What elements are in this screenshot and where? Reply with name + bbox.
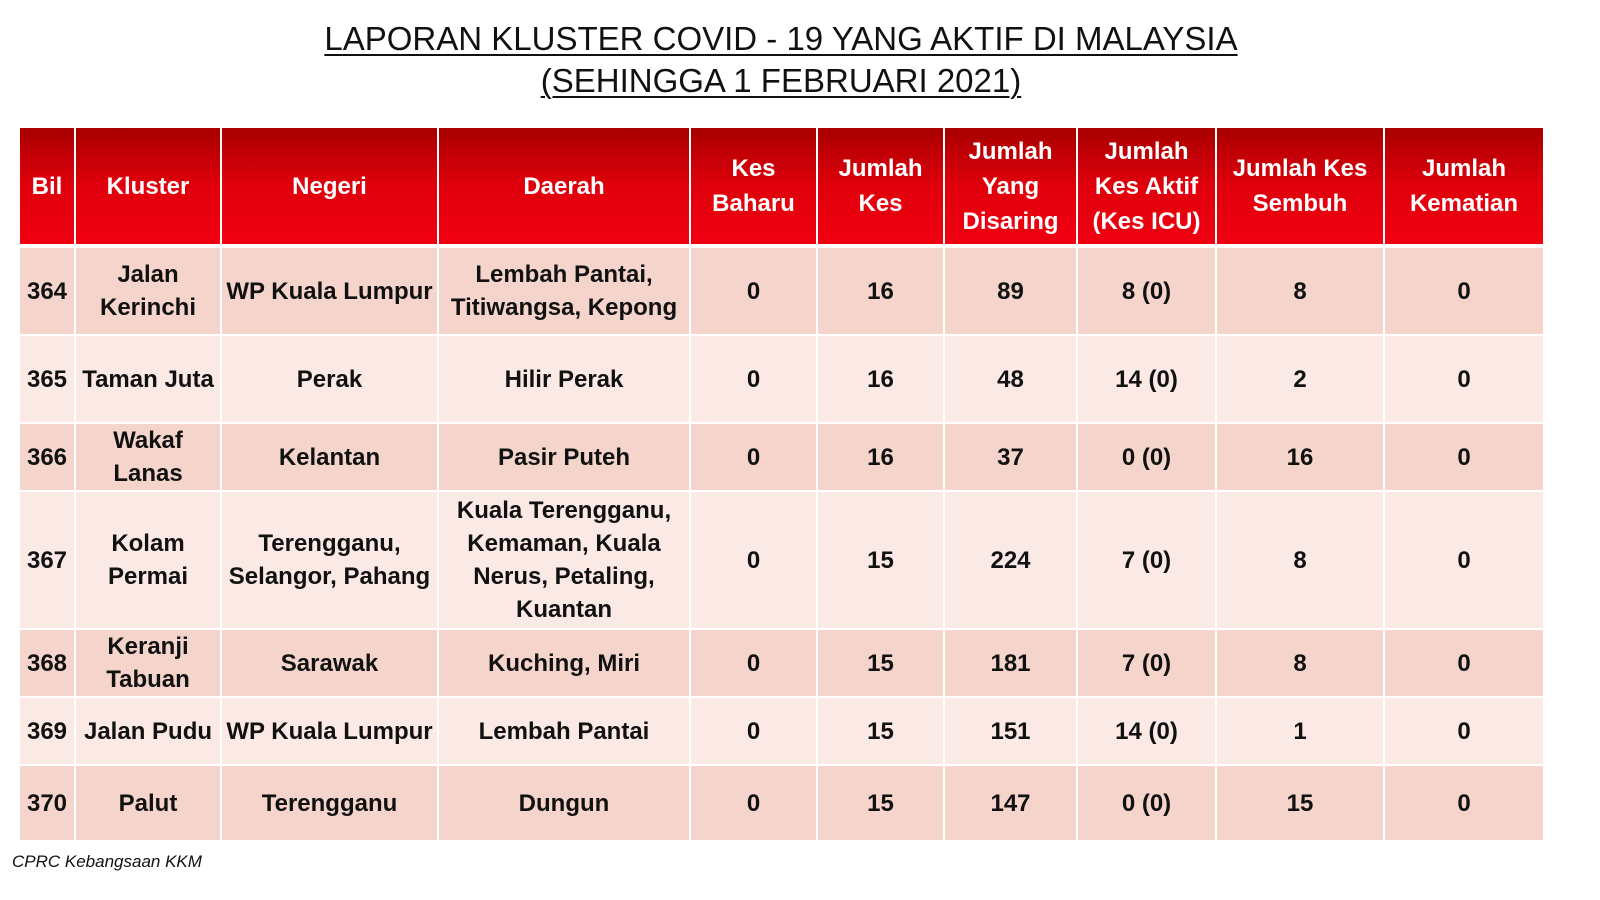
- cell-kematian: 0: [1385, 492, 1543, 630]
- cell-kes-baharu: 0: [691, 766, 816, 842]
- cell-kes-aktif: 0 (0): [1078, 424, 1215, 492]
- cell-kes-aktif: 14 (0): [1078, 336, 1215, 424]
- cell-bil: 365: [20, 336, 74, 424]
- cell-kes-sembuh: 8: [1217, 630, 1383, 698]
- header-jumlah-kes-aktif: Jumlah Kes Aktif (Kes ICU): [1078, 128, 1215, 248]
- cell-kematian: 0: [1385, 630, 1543, 698]
- cell-negeri: Terengganu, Selangor, Pahang: [222, 492, 437, 630]
- cell-bil: 364: [20, 248, 74, 336]
- cell-kes-aktif: 7 (0): [1078, 492, 1215, 630]
- header-jumlah-kes: Jumlah Kes: [818, 128, 943, 248]
- title-line-2: [0, 60, 1562, 102]
- cell-kematian: 0: [1385, 766, 1543, 842]
- cell-kes-aktif: 7 (0): [1078, 630, 1215, 698]
- cell-kes-baharu: 0: [691, 492, 816, 630]
- cell-kematian: 0: [1385, 248, 1543, 336]
- cell-kes-baharu: 0: [691, 630, 816, 698]
- header-jumlah-kematian: Jumlah Kematian: [1385, 128, 1543, 248]
- cell-daerah: Pasir Puteh: [439, 424, 689, 492]
- cell-kes-sembuh: 2: [1217, 336, 1383, 424]
- cell-bil: 367: [20, 492, 74, 630]
- report-title: [0, 18, 1562, 102]
- cell-daerah: Lembah Pantai, Titiwangsa, Kepong: [439, 248, 689, 336]
- cell-kluster: Palut: [76, 766, 220, 842]
- cell-jumlah-disaring: 224: [945, 492, 1076, 630]
- table-row: [20, 336, 1543, 424]
- cell-kematian: 0: [1385, 698, 1543, 766]
- cell-jumlah-kes: 15: [818, 766, 943, 842]
- title-line-1: [0, 18, 1562, 60]
- cell-negeri: Kelantan: [222, 424, 437, 492]
- table-row: [20, 248, 1543, 336]
- cell-kluster: Jalan Kerinchi: [76, 248, 220, 336]
- cell-kes-sembuh: 16: [1217, 424, 1383, 492]
- table-row: [20, 424, 1543, 492]
- cell-kluster: Taman Juta: [76, 336, 220, 424]
- cell-jumlah-disaring: 37: [945, 424, 1076, 492]
- cell-jumlah-disaring: 181: [945, 630, 1076, 698]
- title-main-text: LAPORAN KLUSTER COVID - 19 YANG AKTIF DI MALAYSIA: [324, 20, 1238, 57]
- cell-jumlah-disaring: 147: [945, 766, 1076, 842]
- cell-negeri: Perak: [222, 336, 437, 424]
- header-bil: Bil: [20, 128, 74, 248]
- cell-jumlah-kes: 16: [818, 248, 943, 336]
- cell-kes-baharu: 0: [691, 336, 816, 424]
- cell-bil: 366: [20, 424, 74, 492]
- cell-jumlah-disaring: 89: [945, 248, 1076, 336]
- cell-daerah: Kuala Terengganu, Kemaman, Kuala Nerus, Petaling, Kuantan: [439, 492, 689, 630]
- table-row: [20, 766, 1543, 842]
- cell-kes-baharu: 0: [691, 698, 816, 766]
- cell-jumlah-disaring: 151: [945, 698, 1076, 766]
- cell-kluster: Keranji Tabuan: [76, 630, 220, 698]
- table-row: [20, 630, 1543, 698]
- header-negeri: Negeri: [222, 128, 437, 248]
- cell-bil: 368: [20, 630, 74, 698]
- cell-jumlah-kes: 16: [818, 336, 943, 424]
- cell-kematian: 0: [1385, 424, 1543, 492]
- header-kes-baharu: Kes Baharu: [691, 128, 816, 248]
- table-row: [20, 492, 1543, 630]
- cell-kes-baharu: 0: [691, 424, 816, 492]
- cell-kes-aktif: 0 (0): [1078, 766, 1215, 842]
- cell-kes-sembuh: 15: [1217, 766, 1383, 842]
- cell-daerah: Hilir Perak: [439, 336, 689, 424]
- cell-jumlah-disaring: 48: [945, 336, 1076, 424]
- cell-bil: 370: [20, 766, 74, 842]
- cell-kes-baharu: 0: [691, 248, 816, 336]
- cell-bil: 369: [20, 698, 74, 766]
- cell-kes-sembuh: 8: [1217, 492, 1383, 630]
- cell-kes-aktif: 8 (0): [1078, 248, 1215, 336]
- cell-kes-sembuh: 1: [1217, 698, 1383, 766]
- source-credit: CPRC Kebangsaan KKM: [12, 852, 202, 871]
- cell-kluster: Kolam Permai: [76, 492, 220, 630]
- cell-jumlah-kes: 15: [818, 698, 943, 766]
- cell-kes-sembuh: 8: [1217, 248, 1383, 336]
- cell-daerah: Dungun: [439, 766, 689, 842]
- cell-jumlah-kes: 15: [818, 630, 943, 698]
- table-row: [20, 698, 1543, 766]
- cell-negeri: WP Kuala Lumpur: [222, 698, 437, 766]
- header-jumlah-disaring: Jumlah Yang Disaring: [945, 128, 1076, 248]
- title-date-text: (SEHINGGA 1 FEBRUARI 2021): [540, 62, 1022, 99]
- cell-jumlah-kes: 15: [818, 492, 943, 630]
- cell-negeri: WP Kuala Lumpur: [222, 248, 437, 336]
- cluster-report-table: [18, 128, 1545, 842]
- cell-daerah: Kuching, Miri: [439, 630, 689, 698]
- cell-kematian: 0: [1385, 336, 1543, 424]
- header-kluster: Kluster: [76, 128, 220, 248]
- cell-jumlah-kes: 16: [818, 424, 943, 492]
- cell-negeri: Sarawak: [222, 630, 437, 698]
- cell-kluster: Jalan Pudu: [76, 698, 220, 766]
- cell-kluster: Wakaf Lanas: [76, 424, 220, 492]
- cell-negeri: Terengganu: [222, 766, 437, 842]
- cell-daerah: Lembah Pantai: [439, 698, 689, 766]
- table-header-row: [20, 128, 1543, 248]
- header-daerah: Daerah: [439, 128, 689, 248]
- header-jumlah-kes-sembuh: Jumlah Kes Sembuh: [1217, 128, 1383, 248]
- cell-kes-aktif: 14 (0): [1078, 698, 1215, 766]
